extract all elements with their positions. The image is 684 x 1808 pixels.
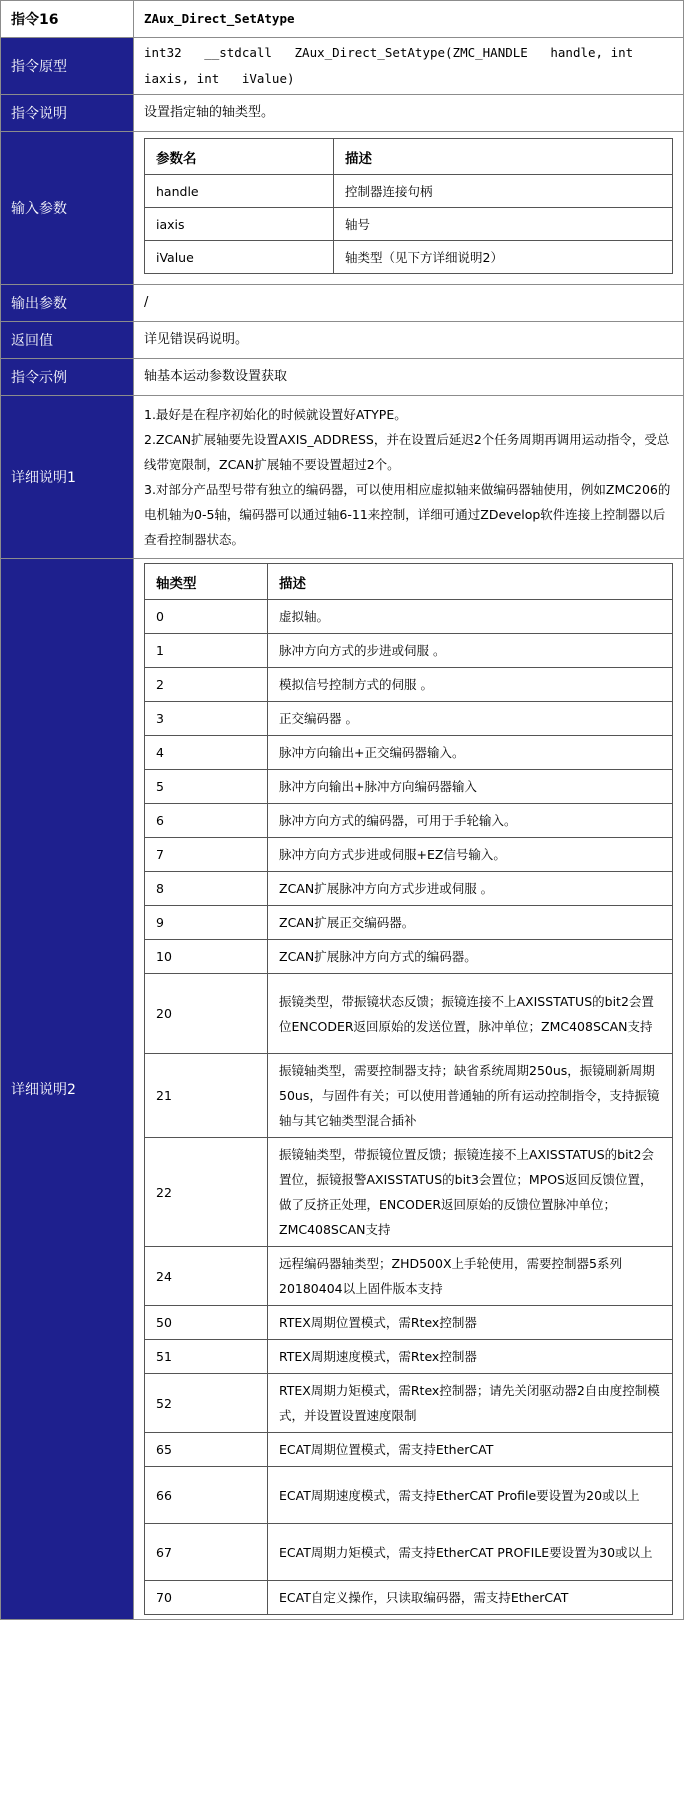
detail1-label: 详细说明1 (1, 396, 134, 559)
atype-row (145, 1247, 673, 1306)
atype-header-type: 轴类型 (145, 564, 268, 600)
atype-row-key: 66 (145, 1467, 268, 1524)
atype-row-key: 51 (145, 1340, 268, 1374)
atype-row-key: 10 (145, 940, 268, 974)
atype-row-desc: 振镜类型，带振镜状态反馈；振镜连接不上AXISSTATUS的bit2会置位ENCODER返回原始的发送位置，脉冲单位；ZMC408SCAN支持 (268, 974, 673, 1054)
input-params-row (1, 132, 684, 285)
atype-header-desc: 描述 (268, 564, 673, 600)
params-row (145, 208, 673, 241)
params-row-desc: 轴号 (334, 208, 673, 241)
atype-row (145, 872, 673, 906)
return-value: 详见错误码说明。 (134, 322, 684, 359)
atype-row (145, 804, 673, 838)
detail1-line: 2.ZCAN扩展轴要先设置AXIS_ADDRESS，并在设置后延迟2个任务周期再调用运动指令，受总线带宽限制，ZCAN扩展轴不要设置超过2个。 (144, 432, 670, 472)
atype-row (145, 906, 673, 940)
header-row (1, 1, 684, 38)
atype-row-desc: 脉冲方向方式的步进或伺服 。 (268, 634, 673, 668)
atype-row-desc: 脉冲方向方式的编码器，可用于手轮输入。 (268, 804, 673, 838)
atype-row (145, 1524, 673, 1581)
params-row-key: handle (145, 175, 334, 208)
atype-row-key: 24 (145, 1247, 268, 1306)
atype-row-desc: RTEX周期位置模式，需Rtex控制器 (268, 1306, 673, 1340)
atype-row-desc: ECAT周期位置模式，需支持EtherCAT (268, 1433, 673, 1467)
atype-row-desc: ZCAN扩展脉冲方向方式的编码器。 (268, 940, 673, 974)
atype-row (145, 838, 673, 872)
atype-row (145, 1467, 673, 1524)
output-params-row (1, 285, 684, 322)
description-label: 指令说明 (1, 95, 134, 132)
atype-row-key: 5 (145, 770, 268, 804)
atype-row (145, 770, 673, 804)
instruction-number: 指令16 (1, 1, 134, 38)
atype-row-desc: 脉冲方向输出+脉冲方向编码器输入 (268, 770, 673, 804)
description-row (1, 95, 684, 132)
return-row (1, 322, 684, 359)
atype-row-desc: 远程编码器轴类型；ZHD500X上手轮使用，需要控制器5系列20180404以上固件版本支持 (268, 1247, 673, 1306)
atype-row (145, 600, 673, 634)
atype-row-desc: ECAT周期速度模式，需支持EtherCAT Profile要设置为20或以上 (268, 1467, 673, 1524)
detail1-line: 3.对部分产品型号带有独立的编码器，可以使用相应虚拟轴来做编码器轴使用，例如ZMC206的电机轴为0-5轴，编码器可以通过轴6-11来控制，详细可通过ZDevelop软件连接上控制器以后查看控制器状态。 (144, 482, 671, 547)
atype-row-desc: 模拟信号控制方式的伺服 。 (268, 668, 673, 702)
atype-row-desc: 振镜轴类型，需要控制器支持；缺省系统周期250us，振镜刷新周期50us，与固件有关；可以使用普通轴的所有运动控制指令，支持振镜轴与其它轴类型混合插补 (268, 1054, 673, 1138)
atype-row-key: 22 (145, 1138, 268, 1247)
description-value: 设置指定轴的轴类型。 (134, 95, 684, 132)
atype-row (145, 702, 673, 736)
atype-row-key: 0 (145, 600, 268, 634)
atype-header-row (145, 564, 673, 600)
atype-row-desc: 正交编码器 。 (268, 702, 673, 736)
params-header-desc: 描述 (334, 139, 673, 175)
prototype-label: 指令原型 (1, 38, 134, 95)
detail2-row (1, 559, 684, 1620)
atype-row-desc: 振镜轴类型，带振镜位置反馈；振镜连接不上AXISSTATUS的bit2会置位，振镜报警AXISSTATUS的bit3会置位；MPOS返回反馈位置，做了反挤正处理，ENCODER返回原始的反馈位置脉冲单位；ZMC408SCAN支持 (268, 1138, 673, 1247)
params-header-name: 参数名 (145, 139, 334, 175)
prototype-row (1, 38, 684, 95)
prototype-value: int32 __stdcall ZAux_Direct_SetAtype(ZMC_HANDLE handle, int iaxis, int iValue) (134, 38, 684, 95)
atype-row-desc: ZCAN扩展脉冲方向方式步进或伺服 。 (268, 872, 673, 906)
atype-row-key: 6 (145, 804, 268, 838)
example-label: 指令示例 (1, 359, 134, 396)
detail2-cell (134, 559, 684, 1620)
input-params-label: 输入参数 (1, 132, 134, 285)
detail1-row (1, 396, 684, 559)
atype-row-key: 50 (145, 1306, 268, 1340)
atype-table (144, 563, 673, 1615)
atype-row (145, 974, 673, 1054)
atype-row-key: 21 (145, 1054, 268, 1138)
atype-row (145, 1374, 673, 1433)
atype-row-key: 70 (145, 1581, 268, 1615)
atype-row (145, 1306, 673, 1340)
atype-row-key: 7 (145, 838, 268, 872)
atype-row (145, 668, 673, 702)
params-row (145, 175, 673, 208)
atype-row (145, 1138, 673, 1247)
atype-row (145, 736, 673, 770)
detail1-text (134, 396, 684, 559)
params-row-key: iaxis (145, 208, 334, 241)
detail1-line: 1.最好是在程序初始化的时候就设置好ATYPE。 (144, 407, 407, 422)
params-table (144, 138, 673, 274)
output-params-value: / (134, 285, 684, 322)
atype-row-desc: ECAT自定义操作，只读取编码器，需支持EtherCAT (268, 1581, 673, 1615)
atype-row-key: 52 (145, 1374, 268, 1433)
params-row (145, 241, 673, 274)
example-row (1, 359, 684, 396)
atype-row-desc: ECAT周期力矩模式，需支持EtherCAT PROFILE要设置为30或以上 (268, 1524, 673, 1581)
atype-row-key: 65 (145, 1433, 268, 1467)
atype-row (145, 1340, 673, 1374)
atype-row-key: 8 (145, 872, 268, 906)
params-header-row (145, 139, 673, 175)
detail2-label: 详细说明2 (1, 559, 134, 1620)
atype-row-key: 67 (145, 1524, 268, 1581)
atype-row-key: 2 (145, 668, 268, 702)
atype-row-key: 4 (145, 736, 268, 770)
atype-row (145, 634, 673, 668)
function-name: ZAux_Direct_SetAtype (134, 1, 684, 38)
atype-row-key: 3 (145, 702, 268, 736)
atype-row (145, 1581, 673, 1615)
atype-row-key: 20 (145, 974, 268, 1054)
return-label: 返回值 (1, 322, 134, 359)
atype-row-desc: RTEX周期速度模式，需Rtex控制器 (268, 1340, 673, 1374)
params-row-key: iValue (145, 241, 334, 274)
atype-row-desc: 脉冲方向输出+正交编码器输入。 (268, 736, 673, 770)
atype-row (145, 1433, 673, 1467)
atype-row-desc: ZCAN扩展正交编码器。 (268, 906, 673, 940)
example-value: 轴基本运动参数设置获取 (134, 359, 684, 396)
atype-row-key: 9 (145, 906, 268, 940)
atype-row-key: 1 (145, 634, 268, 668)
atype-row-desc: 虚拟轴。 (268, 600, 673, 634)
atype-row (145, 1054, 673, 1138)
output-params-label: 输出参数 (1, 285, 134, 322)
params-row-desc: 轴类型（见下方详细说明2） (334, 241, 673, 274)
input-params-cell (134, 132, 684, 285)
atype-row (145, 940, 673, 974)
atype-row-desc: RTEX周期力矩模式，需Rtex控制器；请先关闭驱动器2自由度控制模式，并设置设置速度限制 (268, 1374, 673, 1433)
params-row-desc: 控制器连接句柄 (334, 175, 673, 208)
atype-row-desc: 脉冲方向方式步进或伺服+EZ信号输入。 (268, 838, 673, 872)
